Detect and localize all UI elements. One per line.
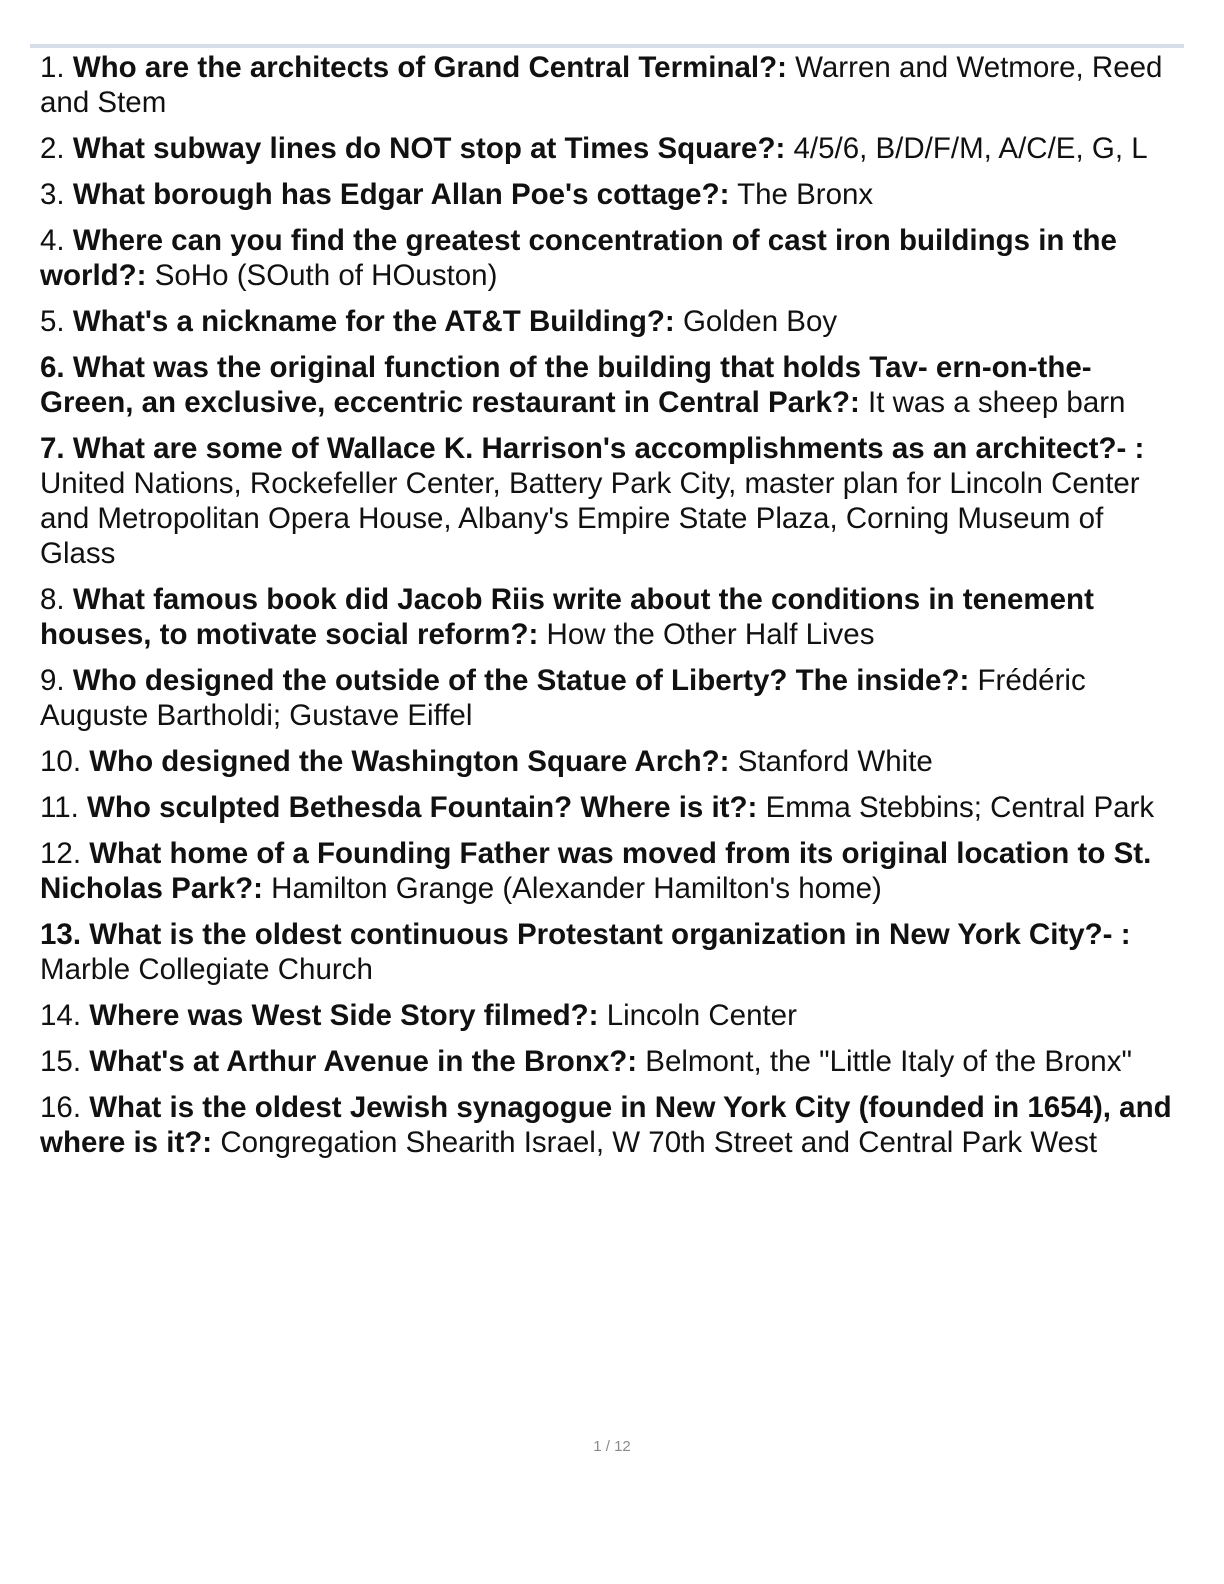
answer: Frédéric Auguste Bartholdi; Gustave Eiffel [40,664,1086,732]
answer: It was a sheep barn [868,386,1126,419]
answer: Lincoln Center [606,999,797,1032]
answer: Stanford White [737,745,933,778]
question: Where can you find the greatest concentration of cast iron buildings in the world?: [40,224,1117,292]
answer: Belmont, the "Little Italy of the Bronx" [645,1045,1132,1078]
item-number: 4. [40,224,65,257]
qa-item-11 [40,790,1174,825]
answer: Warren and Wetmore, Reed and Stem [40,51,1163,119]
qa-item-13 [40,917,1174,987]
answer: Marble Collegiate Church [40,953,373,986]
item-number: 16. [40,1091,82,1124]
item-number: 3. [40,178,65,211]
answer: 4/5/6, B/D/F/M, A/C/E, G, L [793,132,1148,165]
qa-item-5 [40,304,1174,339]
item-number: 2. [40,132,65,165]
item-number: 6. [40,351,65,384]
question: What are some of Wallace K. Harrison's accomplishments as an architect?- : [72,432,1145,465]
item-number: 8. [40,583,65,616]
qa-item-12 [40,836,1174,906]
qa-item-2 [40,131,1174,166]
question: What was the original function of the building that holds Tav- ern-on-the-Green, an exclusive, eccentric restaurant in Central Park?: [40,351,1092,419]
qa-item-10 [40,744,1174,779]
answer: Emma Stebbins; Central Park [765,791,1155,824]
question: What's at Arthur Avenue in the Bronx?: [89,1045,638,1078]
question: Who sculpted Bethesda Fountain? Where is it?: [87,791,758,824]
answer: SoHo (SOuth of HOuston) [154,259,498,292]
question: What is the oldest Jewish synagogue in New York City (founded in 1654), and where is it?: [40,1091,1172,1159]
question: What famous book did Jacob Riis write about the conditions in tenement houses, to motivate social reform?: [40,583,1094,651]
page-number: 1 / 12 [593,1438,631,1455]
item-number: 11. [40,791,79,824]
item-number: 5. [40,305,65,338]
item-number: 12. [40,837,82,870]
qa-item-7 [40,431,1174,571]
answer: How the Other Half Lives [546,618,875,651]
qa-item-14 [40,998,1174,1033]
item-number: 7. [40,432,65,465]
qa-list [40,50,1174,1171]
answer: Congregation Shearith Israel, W 70th Street and Central Park West [220,1126,1098,1159]
answer: Hamilton Grange (Alexander Hamilton's home) [271,872,882,905]
question: Who designed the outside of the Statue of Liberty? The inside?: [72,664,970,697]
item-number: 15. [40,1045,82,1078]
qa-item-16 [40,1090,1174,1160]
question: Who are the architects of Grand Central Terminal?: [72,51,787,84]
answer: Golden Boy [682,305,838,338]
qa-item-15 [40,1044,1174,1079]
qa-item-3 [40,177,1174,212]
qa-item-9 [40,663,1174,733]
answer: The Bronx [737,178,874,211]
answer: United Nations, Rockefeller Center, Battery Park City, master plan for Lincoln Center and Metropolitan Opera House, Albany's Empire State Plaza, Corning Museum of Glass [40,467,1140,570]
item-number: 14. [40,999,82,1032]
item-number: 1. [40,51,65,84]
question: Who designed the Washington Square Arch?: [89,745,730,778]
question: What borough has Edgar Allan Poe's cottage?: [72,178,730,211]
qa-item-4 [40,223,1174,293]
question: What is the oldest continuous Protestant organization in New York City?- : [89,918,1131,951]
item-number: 13. [40,918,82,951]
qa-item-6 [40,350,1174,420]
qa-item-8 [40,582,1174,652]
question: Where was West Side Story filmed?: [89,999,599,1032]
qa-item-1 [40,50,1174,120]
top-divider [30,44,1184,48]
question: What's a nickname for the AT&T Building?: [72,305,675,338]
item-number: 9. [40,664,65,697]
question: What home of a Founding Father was moved from its original location to St. Nicholas Park?: [40,837,1152,905]
item-number: 10. [40,745,82,778]
question: What subway lines do NOT stop at Times Square?: [72,132,786,165]
